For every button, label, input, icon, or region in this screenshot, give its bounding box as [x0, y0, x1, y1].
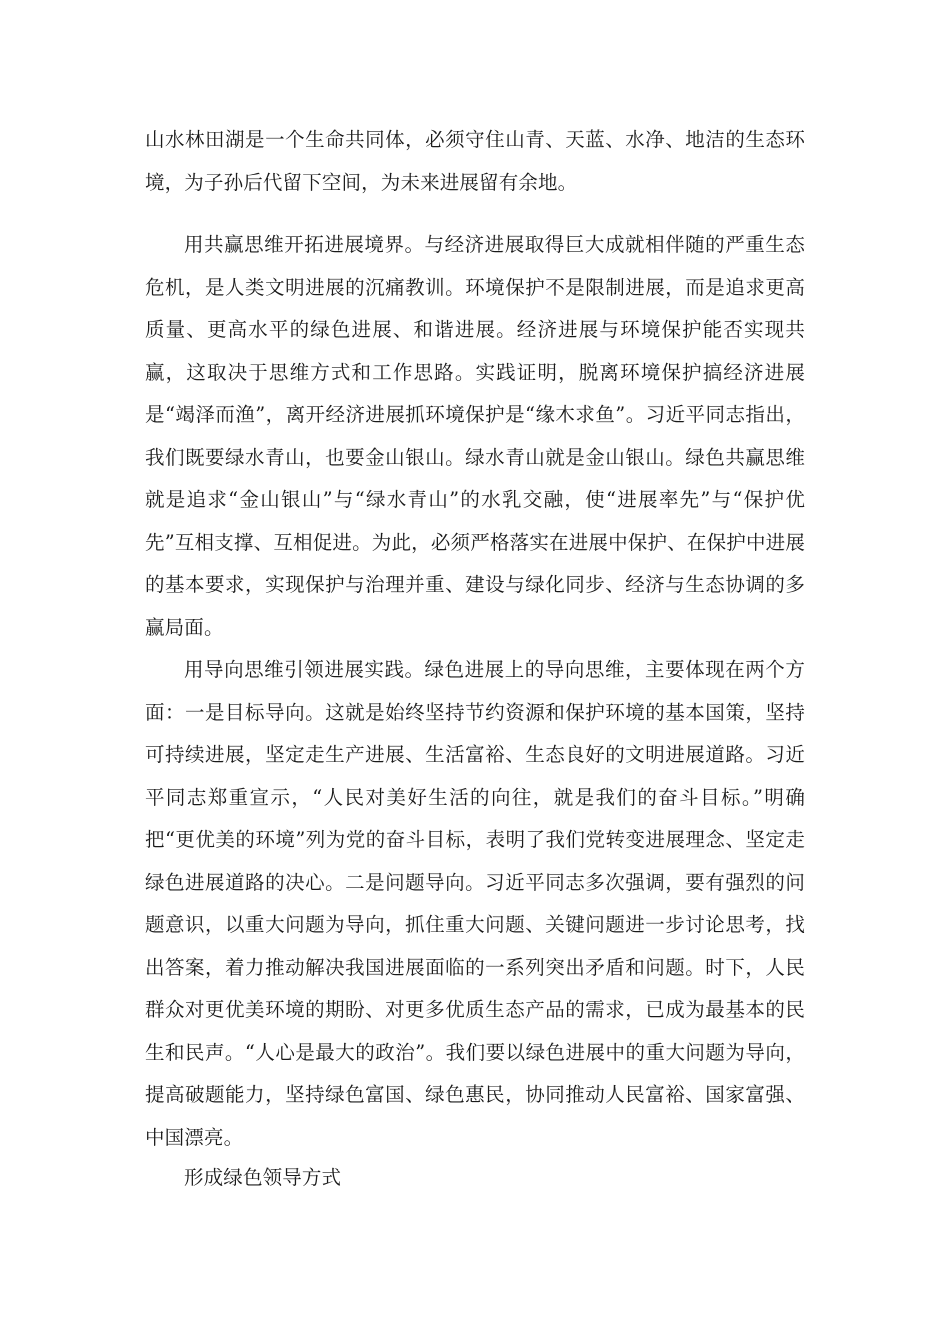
text-block-4: [145, 1157, 805, 1200]
paragraph-guidance-thinking: 用导向思维引领进展实践。绿色进展上的导向思维，主要体现在两个方面：一是目标导向。这就是始终坚持节约资源和保护环境的基本国策，坚持可持续进展，坚定走生产进展、生活富裕、生态良好的文明进展道路。习近平同志郑重宣示，“人民对美好生活的向往，就是我们的奋斗目标。”明确把“更优美的环境”列为党的奋斗目标，表明了我们党转变进展理念、坚定走绿色进展道路的决心。二是问题导向。习近平同志多次强调，要有强烈的问题意识，以重大问题为导向，抓住重大问题、关键问题进一步讨论思考，找出答案，着力推动解决我国进展面临的一系列突出矛盾和问题。时下，人民群众对更优美环境的期盼、对更多优质生态产品的需求，已成为最基本的民生和民声。“人心是最大的政治”。我们要以绿色进展中的重大问题为导向，提高破题能力，坚持绿色富国、绿色惠民，协同推动人民富裕、国家富强、中国漂亮。: [145, 658, 805, 1149]
text-block-2: [145, 224, 805, 649]
text-block-1: [145, 119, 805, 204]
paragraph-win-win-thinking: 用共赢思维开拓进展境界。与经济进展取得巨大成就相伴随的严重生态危机，是人类文明进展的沉痛教训。环境保护不是限制进展，而是追求更高质量、更高水平的绿色进展、和谐进展。经济进展与环境保护能否实现共赢，这取决于思维方式和工作思路。实践证明，脱离环境保护搞经济进展是“竭泽而渔”，离开经济进展抓环境保护是“缘木求鱼”。习近平同志指出，我们既要绿水青山，也要金山银山。绿水青山就是金山银山。绿色共赢思维就是追求“金山银山”与“绿水青山”的水乳交融，使“进展率先”与“保护优先”互相支撑、互相促进。为此，必须严格落实在进展中保护、在保护中进展的基本要求，实现保护与治理并重、建设与绿化同步、经济与生态协调的多赢局面。: [145, 233, 805, 639]
paragraph-continuation: 山水林田湖是一个生命共同体，必须守住山青、天蓝、水净、地洁的生态环境，为子孙后代留下空间，为未来进展留有余地。: [145, 128, 805, 194]
section-heading: 形成绿色领导方式: [184, 1166, 342, 1189]
text-block-3: [145, 649, 805, 1159]
